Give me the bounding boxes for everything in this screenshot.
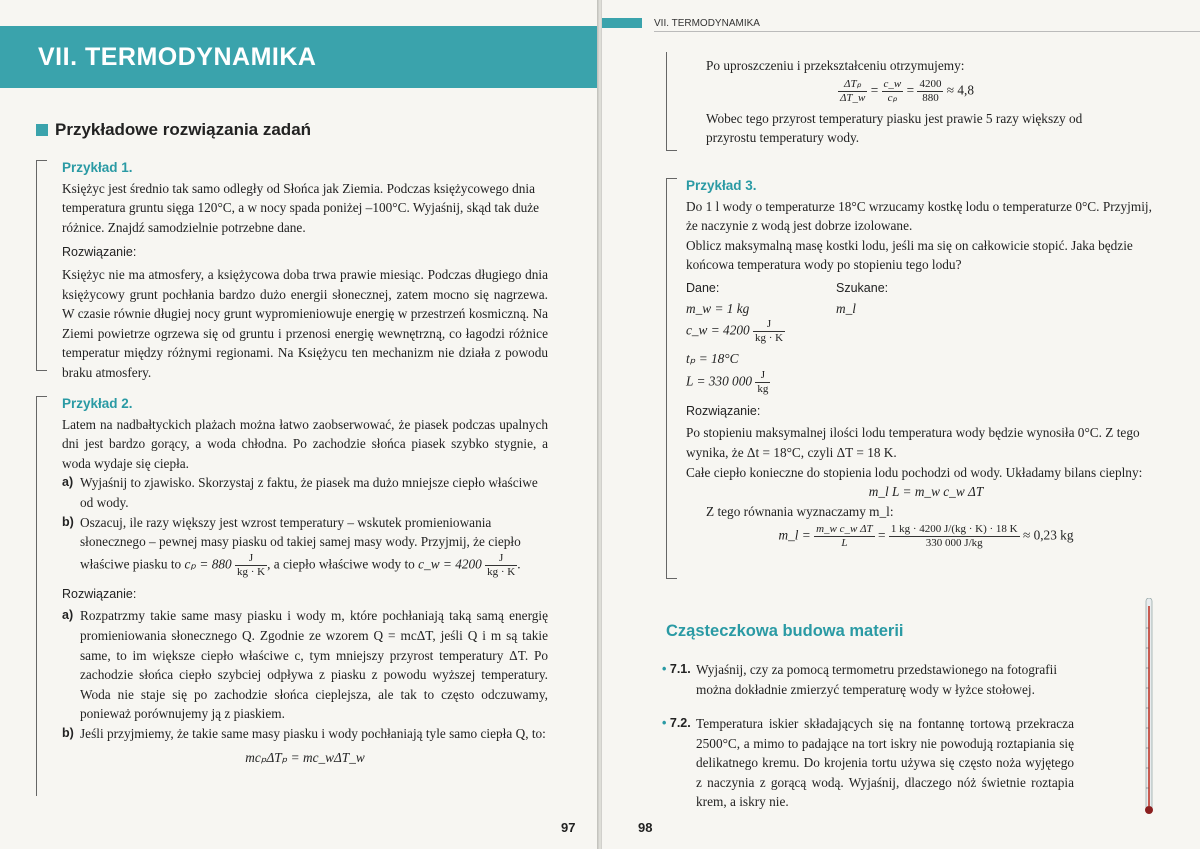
continuation-conclusion: Wobec tego przyrost temperatury piasku jest prawie 5 razy większy od przyrostu temperatury wody.	[706, 110, 1083, 146]
example3-bracket-bottom	[666, 568, 677, 579]
example3-bracket-top	[666, 178, 677, 189]
example2-bracket-line	[36, 396, 37, 796]
example1-bracket-line	[36, 160, 37, 370]
example3-title: Przykład 3.	[686, 178, 757, 193]
task-7-1: • 7.1. Wyjaśnij, czy za pomocą termometru przedstawionego na fotografii można dokładnie zmierzyć temperaturę wody w łyżce stołowej.	[662, 662, 1058, 697]
example3-bracket-line	[666, 178, 667, 578]
example1-title: Przykład 1.	[62, 160, 133, 175]
example2-item-a: a) Wyjaśnij to zjawisko. Skorzystaj z faktu, że piasek ma dużo mniejsze ciepło właściwe od wody.	[62, 475, 538, 510]
square-bullet-icon	[36, 124, 48, 136]
unit-fraction: $\frac{J}{kg \cdot K}$	[237, 551, 266, 578]
example1-bracket-top	[36, 160, 47, 171]
heat-balance-equation: m_l L = m_w c_w ΔT	[868, 484, 984, 500]
example2-bracket-top	[36, 396, 47, 407]
running-head: VII. TERMODYNAMIKA	[654, 18, 760, 29]
example3-sol2: Całe ciepło konieczne do stopienia lodu pochodzi od wody. Układamy bilans cieplny:	[686, 464, 1143, 480]
continuation-bracket-line	[666, 52, 667, 148]
example2-item-b: b) Oszacuj, ile razy większy jest wzrost temperatury – wskutek promieniowania słonecznego – pewnej masy piasku od takiej samej masy wody. Przyjmij, że ciepło właściwe piasku to cₚ = 880 $\frac{J}{kg \cdot K}$ , a ciepło właściwe wody to c_w = 4200 $\frac{J}{kg \cdot K}$ .	[62, 514, 521, 578]
example1	[62, 158, 548, 383]
continuation-bracket-bottom	[666, 140, 677, 151]
example1-bracket-bottom	[36, 360, 47, 371]
given-latent-heat: L = 330 000 $\frac{J}{kg}$	[686, 368, 769, 395]
sought-mass: m_l	[836, 300, 856, 316]
continuation	[706, 56, 1106, 148]
given-sought	[686, 279, 1166, 396]
example1-text: Księżyc jest średnio tak samo odległy od Słońca jak Ziemia. Podczas księżycowego dnia temperatura gruntu sięga 120°C, a w nocy spada poniżej –100°C. Wyjaśnij, skąd tak duże różnice. Znajdź samodzielnie potrzebne dane.	[62, 180, 540, 235]
subsection-heading: Cząsteczkowa budowa materii	[666, 622, 904, 640]
left-page	[0, 0, 598, 849]
example1-solution: Księżyc nie ma atmosfery, a księżycowa doba trwa prawie miesiąc. Podczas długiego dnia księżycowy grunt pochłania bardzo dużo energii słonecznej, zatem mocno się nagrzewa. W czasie równie długiej nocy grunt wypromieniowuje energię w przestrzeń kosmiczną. Na Ziemi powietrze ogrzewa się od gruntu i przenosi energię wewnętrzną, co łagodzi różnice temperatur między różnymi regionami. Na Księżycu ten mechanizm nie działa z powodu braku atmosfery.	[62, 266, 548, 380]
given-mass: m_w = 1 kg	[686, 300, 750, 316]
example3-sol1: Po stopieniu maksymalnej ilości lodu temperatura wody będzie wynosiła 0°C. Z tego wynika, że Δt = 18°C, czyli ΔT = 18 K.	[686, 425, 1140, 460]
final-equation: m_l = $\frac{\text{m\_w c\_w ΔT}}{L}$ = $\frac{1 kg \cdot 4200 J/(kg \cdot K) \cdot 18 K}{330 000 J/kg}$ ≈ 0,23 kg	[778, 523, 1074, 550]
example3-text1: Do 1 l wody o temperaturze 18°C wrzucamy kostkę lodu o temperaturze 0°C. Przyjmij, że naczynie z wodą jest dobrze izolowane.	[686, 198, 1152, 234]
continuation-intro: Po uproszczeniu i przekształceniu otrzymujemy:	[706, 58, 965, 73]
example3-solution-label: Rozwiązanie:	[686, 403, 761, 418]
chapter-title: VII. TERMODYNAMIKA	[38, 43, 317, 71]
example1-solution-label: Rozwiązanie:	[62, 245, 137, 260]
sought-label: Szukane:	[836, 280, 889, 295]
running-head-bar	[602, 18, 642, 28]
page-number-right: 98	[638, 820, 653, 835]
example2-title: Przykład 2.	[62, 396, 133, 411]
section-heading: Przykładowe rozwiązania zadań	[36, 120, 311, 140]
example2-text: Latem na nadbałtyckich plażach można łatwo zaobserwować, że piasek podczas upalnych dni jest bardzo gorący, a woda chłodna. Po zachodzie słońca piasek szybko stygnie, a woda wydaje się ciepła.	[62, 416, 548, 471]
task-7-2: • 7.2. Temperatura iskier składających się na fontannę tortową przekracza 2500°C, a mimo to padające na tort iskry nie powodują roztapiania się delikatnego kremu. Do krojenia tortu używa się często noża wyjętego z naczynia z gorącą wodą. Wyjaśnij, dlaczego nóż świetnie roztapia krem, a iskry nie.	[662, 716, 1074, 810]
thermometer-photo	[1144, 598, 1154, 818]
given-specific-heat: c_w = 4200 $\frac{J}{kg \cdot K}$	[686, 318, 784, 345]
example2-solution-label: Rozwiązanie:	[62, 586, 137, 601]
example3-sol3: Z tego równania wyznaczamy m_l:	[706, 503, 894, 519]
given-label: Dane:	[686, 280, 720, 295]
example3	[686, 176, 1166, 550]
running-head-rule	[654, 31, 1200, 32]
example2-equation: mcₚΔTₚ = mc_wΔT_w	[245, 749, 365, 765]
given-temperature: tₚ = 18°C	[686, 351, 739, 367]
example2-solution-a: a) Rozpatrzmy takie same masy piasku i wody m, które pochłaniają taką samą energię promieniowania słonecznego Q. Zgodnie ze wzorem Q = mcΔT, jeśli Q i m są takie same, to im większe ciepło właściwe c, tym mniejszy przyrost temperatury ΔT. Po zachodzie słońca ciepło szybciej odpływa z piasku z powodu wyższej temperatury. Woda nie staje się po zachodzie słońca cieplejsza, ale tak to często odczuwamy, ponieważ porównujemy ją z piaskiem.	[62, 608, 548, 722]
unit-fraction: $\frac{J}{kg \cdot K}$	[487, 551, 516, 578]
example2-solution-b: b) Jeśli przyjmiemy, że takie same masy piasku i wody pochłaniają tyle samo ciepła Q, to:	[62, 725, 546, 741]
page-number-left: 97	[561, 820, 576, 835]
right-page	[602, 0, 1200, 849]
example2	[62, 394, 548, 767]
example3-text2: Oblicz maksymalną masę kostki lodu, jeśli ma się on całkowicie stopić. Jaka będzie końcowa temperatura wody po stopieniu tego lodu?	[686, 237, 1133, 273]
ratio-equation: $\frac{\text{ΔTₚ}}{\Delta T\_w}$ = $\frac{c\_w}{\text{cₚ}}$ = $\frac{4200}{880}$ ≈ 4,8	[839, 77, 975, 104]
